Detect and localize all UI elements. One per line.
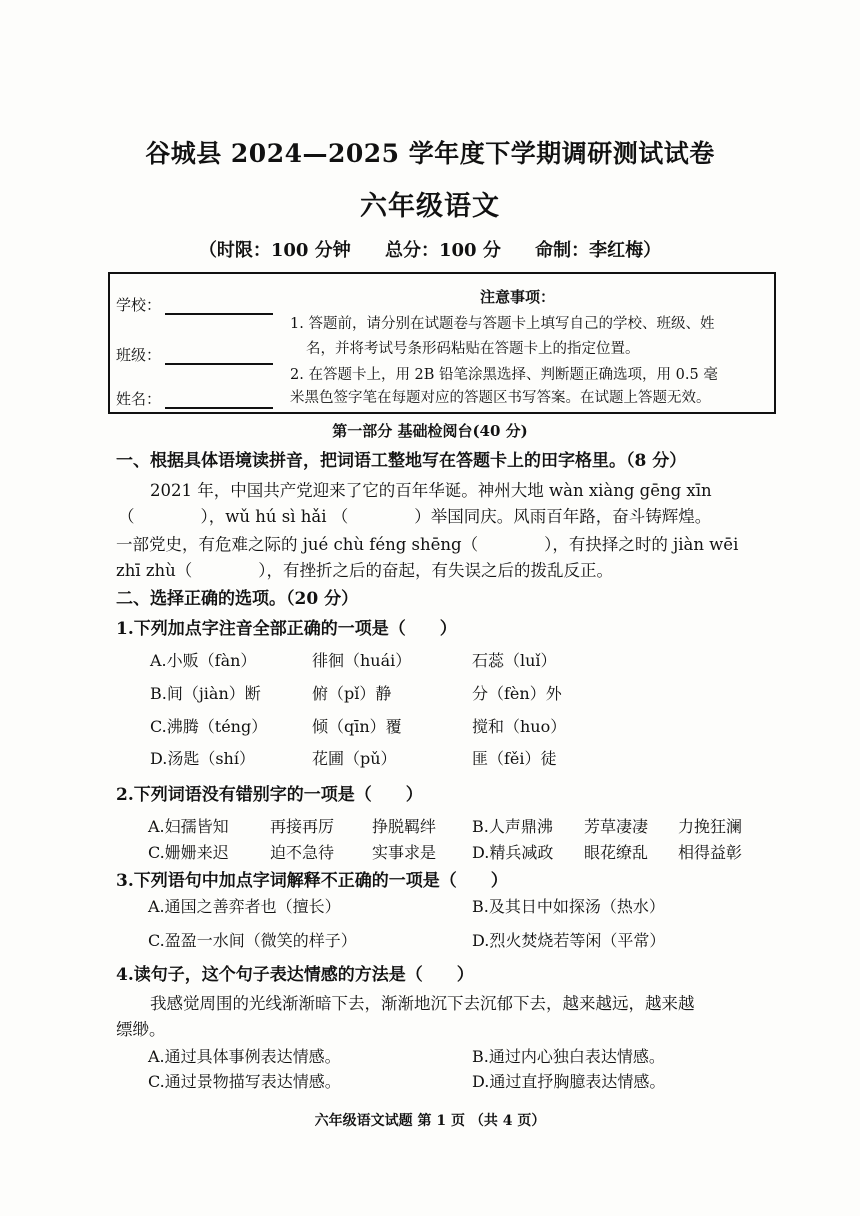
q2-1-option: 匪（fěi）徒	[472, 749, 557, 768]
time-limit: （时限：100 分钟	[198, 240, 351, 261]
q2-1-option: 俯（pǐ）静	[312, 684, 392, 703]
q2-2-option: C.姗姗来迟	[148, 843, 229, 862]
q2-2-option: D.精兵减政	[472, 843, 554, 862]
q2-2-option: 相得益彰	[678, 843, 743, 862]
class-label: 班级：	[116, 346, 162, 364]
q2-1-option: 分（fèn）外	[472, 684, 562, 703]
q2-3-option-c: C.盈盈一水间（微笑的样子）	[148, 931, 357, 950]
q2-3-option-d: D.烈火焚烧若等闲（平常）	[472, 931, 666, 950]
exam-info	[0, 236, 860, 262]
q2-1-stem: 1.下列加点字注音全部正确的一项是（ ）	[116, 619, 457, 639]
q2-4-option-b: B.通过内心独白表达情感。	[472, 1047, 665, 1066]
notice-title: 注意事项：	[480, 288, 556, 306]
notice-1b: 名，并将考试号条形码粘贴在答题卡上的指定位置。	[306, 341, 640, 357]
notice-1a: 1. 答题前，请分别在试题卷与答题卡上填写自己的学校、班级、姓	[290, 316, 715, 332]
name-blank	[165, 393, 273, 409]
q1-line1: 2021 年，中国共产党迎来了它的百年华诞。神州大地 wàn xiàng gēng xīn	[150, 481, 712, 500]
q2-1-option: 石蕊（luǐ）	[472, 651, 557, 670]
q2-4-option-c: C.通过景物描写表达情感。	[148, 1072, 341, 1091]
q2-1-option: A.小贩（fàn）	[150, 651, 257, 670]
school-field	[116, 294, 273, 315]
q2-2-option: A.妇孺皆知	[148, 817, 229, 836]
q2-1-option: C.沸腾（téng）	[150, 717, 268, 736]
q2-1-option: 花圃（pǔ）	[312, 749, 397, 768]
q2-2-option: 迫不急待	[270, 843, 335, 862]
q2-1-option: 徘徊（huái）	[312, 651, 412, 670]
class-field	[116, 344, 273, 365]
q2-1-option: B.间（jiàn）断	[150, 684, 261, 703]
q2-3-option-a: A.通国之善弈者也（擅长）	[148, 897, 341, 916]
name-label: 姓名：	[116, 390, 162, 408]
q2-2-stem: 2.下列词语没有错别字的一项是（ ）	[116, 785, 423, 805]
page-footer: 六年级语文试题 第 1 页 （共 4 页）	[314, 1113, 546, 1129]
school-label: 学校：	[116, 296, 162, 314]
part1-title: 第一部分 基础检阅台(40 分)	[332, 422, 528, 440]
q2-1-option: D.汤匙（shí）	[150, 749, 255, 768]
total-score: 总分：100 分	[385, 240, 501, 261]
q2-2-option: B.人声鼎沸	[472, 817, 553, 836]
q1-line2: （ ），wǔ hú sì hǎi （ ）举国同庆。风雨百年路，奋斗铸辉煌。	[118, 507, 712, 526]
exam-title: 谷城县 2024—2025 学年度下学期调研测试试卷	[145, 139, 715, 168]
q1-heading: 一、根据具体语境读拼音，把词语工整地写在答题卡上的田字格里。（8 分）	[116, 451, 687, 471]
school-blank	[165, 299, 273, 315]
q2-3-option-b: B.及其日中如探汤（热水）	[472, 897, 665, 916]
q2-heading: 二、选择正确的选项。（20 分）	[116, 589, 359, 609]
exam-subtitle: 六年级语文	[360, 191, 500, 222]
class-blank	[165, 349, 273, 365]
q1-line4: zhī zhù（ ），有挫折之后的奋起，有失误之后的拨乱反正。	[116, 561, 614, 580]
notice-2a: 2. 在答题卡上，用 2B 铅笔涂黑选择、判断题正确选项，用 0.5 毫	[290, 367, 718, 383]
q2-2-option: 眼花缭乱	[584, 843, 649, 862]
q2-4-text: 缥缈。	[116, 1020, 166, 1039]
author: 命制：李红梅）	[535, 240, 662, 261]
q2-2-option: 挣脱羁绊	[372, 817, 437, 836]
q2-4-stem: 4.读句子，这个句子表达情感的方法是（ ）	[116, 965, 474, 985]
q2-1-option: 倾（qīn）覆	[312, 717, 402, 736]
info-box	[108, 272, 776, 414]
q2-3-stem: 3.下列语句中加点字词解释不正确的一项是（ ）	[116, 871, 508, 891]
q2-1-option: 搅和（huo）	[472, 717, 567, 736]
name-field	[116, 388, 273, 409]
q2-2-option: 再接再厉	[270, 817, 335, 836]
q1-line3: 一部党史，有危难之际的 jué chù féng shēng（ ），有抉择之时的 jiàn wēi	[116, 535, 739, 554]
q2-4-option-a: A.通过具体事例表达情感。	[148, 1047, 341, 1066]
q2-2-option: 力挽狂澜	[678, 817, 743, 836]
q2-4-option-d: D.通过直抒胸臆表达情感。	[472, 1072, 666, 1091]
q2-4-text: 我感觉周围的光线渐渐暗下去，渐渐地沉下去沉郁下去，越来越远，越来越	[150, 994, 695, 1013]
q2-2-option: 实事求是	[372, 843, 437, 862]
q2-2-option: 芳草凄凄	[584, 817, 649, 836]
notice-2b: 米黑色签字笔在每题对应的答题区书写答案。在试题上答题无效。	[290, 390, 711, 406]
